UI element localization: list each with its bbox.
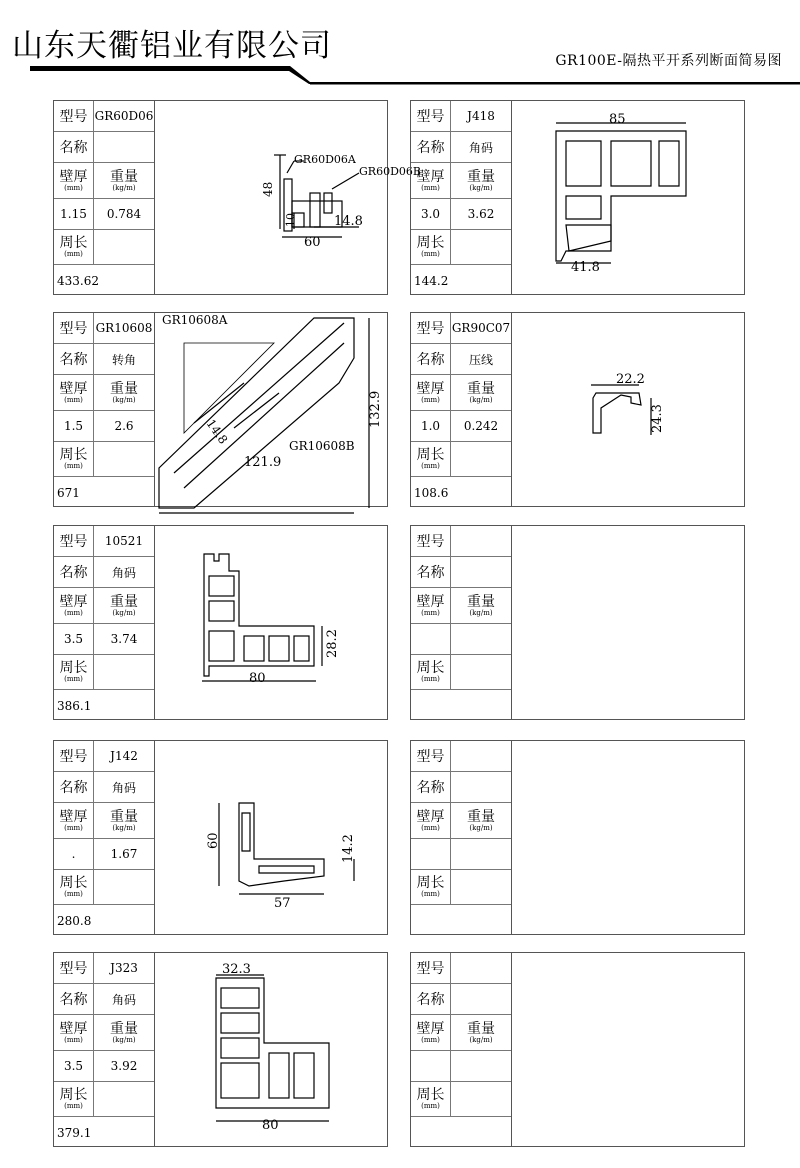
weight-label: 重量 bbox=[110, 380, 138, 397]
spec-table bbox=[54, 313, 155, 506]
perimeter-value bbox=[411, 690, 511, 721]
perimeter-value bbox=[411, 905, 511, 936]
weight-value bbox=[451, 1051, 511, 1081]
profile-card bbox=[410, 100, 745, 295]
perimeter-value: 433.62 bbox=[57, 273, 99, 288]
callout-label: GR10608A bbox=[162, 313, 228, 327]
profile-card bbox=[53, 740, 388, 935]
weight-label: 重量 bbox=[467, 168, 495, 185]
dimension-label: 60 bbox=[304, 235, 321, 250]
unit-label: (kg/m) bbox=[469, 823, 493, 832]
callout-label: GR10608B bbox=[289, 439, 355, 453]
wall-label: 壁厚 bbox=[416, 168, 445, 185]
model-label: 型号 bbox=[411, 741, 451, 771]
dimension-label: 22.2 bbox=[616, 372, 645, 387]
dimension-label: 85 bbox=[609, 112, 626, 127]
dimension-label: 41.8 bbox=[571, 260, 600, 275]
model-label: 型号 bbox=[411, 526, 451, 556]
profile-card bbox=[410, 312, 745, 507]
profile-drawing bbox=[154, 101, 421, 294]
wall-value bbox=[411, 1051, 451, 1081]
name-label: 名称 bbox=[411, 132, 451, 162]
model-label: 型号 bbox=[54, 953, 94, 983]
name-label: 名称 bbox=[411, 984, 451, 1014]
wall-value: 1.5 bbox=[54, 411, 94, 441]
weight-label: 重量 bbox=[467, 593, 495, 610]
unit-label: (mm) bbox=[64, 183, 83, 192]
profile-card bbox=[53, 952, 388, 1147]
wall-value bbox=[411, 624, 451, 654]
model-value: J142 bbox=[110, 749, 138, 763]
name-label: 名称 bbox=[54, 132, 94, 162]
dimension-label: 24.3 bbox=[650, 404, 665, 433]
model-label: 型号 bbox=[54, 313, 94, 343]
unit-label: (kg/m) bbox=[469, 395, 493, 404]
name-value: 角码 bbox=[468, 140, 493, 155]
perimeter-label: 周长 bbox=[416, 875, 445, 891]
profile-card bbox=[410, 740, 745, 935]
profile-drawing bbox=[154, 526, 387, 719]
perimeter-label: 周长 bbox=[59, 660, 88, 676]
dimension-label: 121.9 bbox=[244, 455, 282, 470]
model-value: 10521 bbox=[104, 534, 144, 548]
perimeter-value bbox=[411, 1117, 511, 1148]
name-value: 压线 bbox=[468, 352, 493, 367]
unit-label: (mm) bbox=[64, 462, 83, 470]
unit-label: (kg/m) bbox=[112, 1035, 136, 1044]
spec-table bbox=[54, 526, 155, 719]
weight-label: 重量 bbox=[467, 380, 495, 397]
dimension-label: 28.2 bbox=[325, 629, 340, 658]
dimension-label: 80 bbox=[249, 671, 266, 686]
weight-label: 重量 bbox=[110, 593, 138, 610]
dimension-label: 14.8 bbox=[203, 416, 231, 447]
unit-label: (mm) bbox=[421, 1035, 440, 1044]
unit-label: (kg/m) bbox=[112, 183, 136, 192]
profile-drawing bbox=[154, 741, 387, 934]
unit-label: (mm) bbox=[421, 890, 440, 898]
unit-label: (kg/m) bbox=[469, 1035, 493, 1044]
unit-label: (kg/m) bbox=[469, 183, 493, 192]
spec-table bbox=[411, 313, 512, 506]
name-value: 角码 bbox=[111, 565, 136, 580]
weight-value: 0.242 bbox=[463, 419, 499, 433]
wall-label: 壁厚 bbox=[416, 1020, 445, 1037]
dimension-label: 80 bbox=[262, 1118, 279, 1133]
wall-label: 壁厚 bbox=[59, 380, 88, 397]
weight-value: 0.784 bbox=[106, 207, 142, 221]
dimension-label: 57 bbox=[274, 896, 291, 911]
profile-card bbox=[410, 952, 745, 1147]
wall-value: 3.5 bbox=[54, 1051, 94, 1081]
wall-label: 壁厚 bbox=[416, 380, 445, 397]
dimension-label: 60 bbox=[206, 832, 221, 849]
profile-card bbox=[53, 100, 421, 295]
weight-label: 重量 bbox=[110, 808, 138, 825]
spec-table bbox=[411, 953, 512, 1146]
model-label: 型号 bbox=[54, 101, 94, 131]
name-label: 名称 bbox=[411, 772, 451, 802]
unit-label: (kg/m) bbox=[112, 823, 136, 832]
unit-label: (mm) bbox=[421, 462, 440, 470]
wall-label: 壁厚 bbox=[416, 808, 445, 825]
name-value bbox=[451, 984, 511, 1014]
spec-table bbox=[411, 741, 512, 934]
unit-label: (mm) bbox=[421, 675, 440, 683]
perimeter-label: 周长 bbox=[416, 1087, 445, 1103]
unit-label: (mm) bbox=[64, 1102, 83, 1110]
unit-label: (mm) bbox=[64, 675, 83, 683]
unit-label: (mm) bbox=[64, 608, 83, 617]
model-label: 型号 bbox=[54, 741, 94, 771]
weight-value: 3.92 bbox=[110, 1059, 138, 1073]
dimension-label: 14.2 bbox=[341, 834, 356, 863]
weight-value: 3.62 bbox=[467, 207, 495, 221]
unit-label: (mm) bbox=[421, 823, 440, 832]
model-value: J418 bbox=[467, 109, 495, 123]
callout-label: GR60D06A bbox=[294, 153, 356, 166]
profile-card bbox=[53, 525, 388, 720]
name-label: 名称 bbox=[54, 772, 94, 802]
name-value bbox=[451, 772, 511, 802]
model-label: 型号 bbox=[411, 953, 451, 983]
name-label: 名称 bbox=[54, 984, 94, 1014]
unit-label: (mm) bbox=[64, 890, 83, 898]
profile-drawing bbox=[511, 313, 744, 506]
weight-value bbox=[451, 624, 511, 654]
wall-value: 3.0 bbox=[411, 199, 451, 229]
perimeter-label: 周长 bbox=[59, 1087, 88, 1103]
unit-label: (mm) bbox=[64, 250, 83, 258]
name-value: 角码 bbox=[111, 992, 136, 1007]
model-value: J323 bbox=[110, 961, 138, 975]
name-value: 转角 bbox=[111, 352, 136, 367]
weight-label: 重量 bbox=[467, 808, 495, 825]
profile-card bbox=[53, 312, 388, 507]
name-value: 角码 bbox=[111, 780, 136, 795]
spec-table bbox=[411, 526, 512, 719]
perimeter-value: 379.1 bbox=[57, 1125, 92, 1140]
perimeter-value: 671 bbox=[57, 485, 80, 500]
name-label: 名称 bbox=[411, 344, 451, 374]
weight-value: 3.74 bbox=[110, 632, 138, 646]
spec-table bbox=[54, 741, 155, 934]
perimeter-label: 周长 bbox=[416, 660, 445, 676]
weight-label: 重量 bbox=[110, 1020, 138, 1037]
perimeter-label: 周长 bbox=[59, 447, 88, 463]
model-value: GR10608 bbox=[95, 321, 153, 335]
model-value: GR60D06 bbox=[94, 109, 154, 123]
wall-value: 1.0 bbox=[411, 411, 451, 441]
weight-label: 重量 bbox=[467, 1020, 495, 1037]
unit-label: (mm) bbox=[421, 395, 440, 404]
perimeter-label: 周长 bbox=[59, 875, 88, 891]
wall-label: 壁厚 bbox=[416, 593, 445, 610]
spec-table bbox=[411, 101, 512, 294]
weight-label: 重量 bbox=[110, 168, 138, 185]
wall-label: 壁厚 bbox=[59, 593, 88, 610]
wall-label: 壁厚 bbox=[59, 808, 88, 825]
profile-card bbox=[410, 525, 745, 720]
model-label: 型号 bbox=[411, 313, 451, 343]
dimension-label: 14.8 bbox=[334, 214, 363, 229]
unit-label: (mm) bbox=[64, 395, 83, 404]
callout-label: GR60D06B bbox=[359, 165, 421, 178]
weight-value: 2.6 bbox=[114, 419, 134, 433]
perimeter-label: 周长 bbox=[59, 235, 88, 251]
perimeter-label: 周长 bbox=[416, 447, 445, 463]
unit-label: (mm) bbox=[421, 608, 440, 617]
wall-value: 1.15 bbox=[54, 199, 94, 229]
wall-value: 3.5 bbox=[54, 624, 94, 654]
unit-label: (mm) bbox=[421, 183, 440, 192]
unit-label: (kg/m) bbox=[469, 608, 493, 617]
name-label: 名称 bbox=[54, 344, 94, 374]
dimension-label: 48 bbox=[261, 181, 275, 197]
perimeter-value: 144.2 bbox=[414, 273, 449, 288]
unit-label: (mm) bbox=[421, 1102, 440, 1110]
model-value bbox=[451, 526, 511, 556]
spec-table bbox=[54, 101, 155, 294]
perimeter-label: 周长 bbox=[416, 235, 445, 251]
dimension-label: 132.9 bbox=[368, 390, 383, 428]
unit-label: (mm) bbox=[64, 1035, 83, 1044]
perimeter-value: 108.6 bbox=[414, 485, 449, 500]
name-value bbox=[94, 132, 154, 162]
company-name: 山东天衢铝业有限公司 bbox=[12, 28, 332, 64]
unit-label: (kg/m) bbox=[112, 608, 136, 617]
wall-label: 壁厚 bbox=[59, 168, 88, 185]
unit-label: (mm) bbox=[64, 823, 83, 832]
weight-value: 1.67 bbox=[110, 847, 138, 861]
profile-drawing bbox=[154, 953, 387, 1146]
profile-drawing bbox=[511, 101, 744, 294]
document-title: GR100E-隔热平开系列断面简易图 bbox=[555, 53, 782, 69]
profile-drawing bbox=[154, 313, 387, 506]
unit-label: (mm) bbox=[421, 250, 440, 258]
perimeter-value: 386.1 bbox=[57, 698, 92, 713]
perimeter-value: 280.8 bbox=[57, 913, 92, 928]
model-label: 型号 bbox=[411, 101, 451, 131]
name-value bbox=[451, 557, 511, 587]
model-label: 型号 bbox=[54, 526, 94, 556]
name-label: 名称 bbox=[54, 557, 94, 587]
model-value bbox=[451, 741, 511, 771]
dimension-label: 10 bbox=[284, 213, 297, 227]
spec-table bbox=[54, 953, 155, 1146]
wall-label: 壁厚 bbox=[59, 1020, 88, 1037]
weight-value bbox=[451, 839, 511, 869]
model-value bbox=[451, 953, 511, 983]
unit-label: (kg/m) bbox=[112, 395, 136, 404]
wall-value: . bbox=[54, 839, 94, 869]
name-label: 名称 bbox=[411, 557, 451, 587]
dimension-label: 32.3 bbox=[222, 962, 251, 977]
model-value: GR90C07 bbox=[451, 321, 511, 335]
wall-value bbox=[411, 839, 451, 869]
